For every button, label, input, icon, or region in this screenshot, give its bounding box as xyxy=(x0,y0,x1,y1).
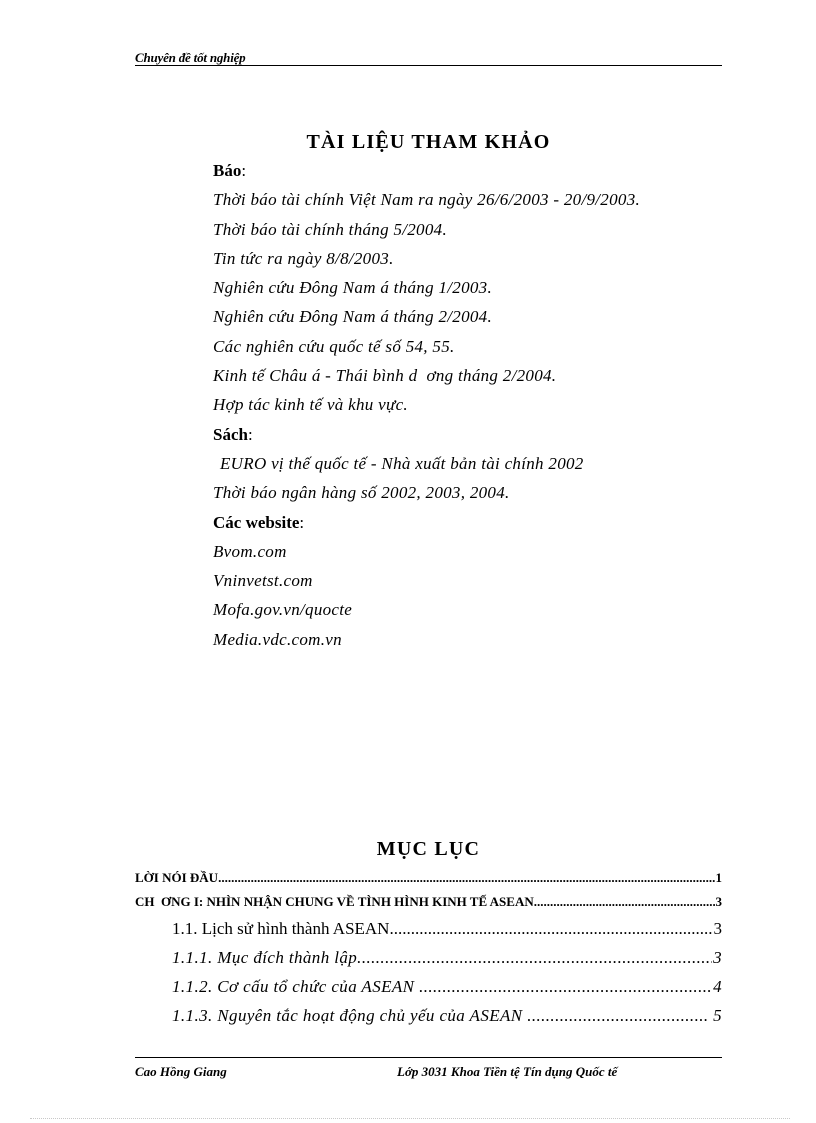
toc-entry-label: CH ƠNG I: NHÌN NHẬN CHUNG VỀ TÌNH HÌNH KINH TẾ ASEAN xyxy=(135,894,534,909)
toc-leader-dots xyxy=(419,972,712,1001)
website-item: Bvom.com xyxy=(213,541,287,561)
footer-class-info: Lớp 3031 Khoa Tiền tệ Tín dụng Quốc tế xyxy=(397,1064,618,1079)
section-heading-books: Sách: xyxy=(213,424,253,444)
toc-title: MỤC LỤC xyxy=(376,838,481,860)
references-list xyxy=(213,156,733,654)
reference-item: Hợp tác kinh tế và khu vực. xyxy=(213,395,408,415)
toc-entry-label: 1.1.2. Cơ cấu tổ chức của ASEAN xyxy=(172,977,420,996)
toc-leader-dots xyxy=(218,866,714,890)
toc-entry-page: 3 xyxy=(713,948,722,967)
reference-item: Nghiên cứu Đông Nam á tháng 1/2003. xyxy=(213,278,493,298)
toc-entry[interactable] xyxy=(135,943,722,972)
website-item: Vninvetst.com xyxy=(213,571,313,591)
header-text: Chuyên đề tốt nghiệp xyxy=(135,50,246,65)
toc-entry-label: 1.1.1. Mục đích thành lập xyxy=(172,948,358,967)
website-item: Media.vdc.com.vn xyxy=(213,629,342,649)
reference-item: Thời báo tài chính tháng 5/2004. xyxy=(213,219,448,239)
toc-leader-dots xyxy=(534,890,715,914)
toc-entry-page: 5 xyxy=(708,1006,722,1025)
toc-entry[interactable] xyxy=(135,1001,722,1030)
toc-entry-label: 1.1. Lịch sử hình thành ASEAN xyxy=(172,919,390,938)
references-title: TÀI LIỆU THAM KHẢO xyxy=(306,131,551,153)
footer-author: Cao Hồng Giang xyxy=(135,1064,227,1079)
website-item: Mofa.gov.vn/quocte xyxy=(213,600,353,620)
toc-leader-dots xyxy=(527,1001,707,1030)
toc-leader-dots xyxy=(389,914,712,943)
page-footer xyxy=(135,1057,722,1078)
toc-leader-dots xyxy=(357,943,712,972)
toc-entry[interactable] xyxy=(135,890,722,914)
toc-entry-page: 1 xyxy=(715,870,722,885)
table-of-contents xyxy=(135,866,722,1030)
toc-entry[interactable] xyxy=(135,914,722,943)
reference-item: Thời báo tài chính Việt Nam ra ngày 26/6/2003 - 20/9/2003. xyxy=(213,190,641,210)
reference-item: Thời báo ngân hàng số 2002, 2003, 2004. xyxy=(213,483,510,503)
reference-item: EURO vị thế quốc tế - Nhà xuất bản tài chính 2002 xyxy=(220,453,584,473)
toc-entry-page: 3 xyxy=(713,919,722,938)
reference-item: Các nghiên cứu quốc tế số 54, 55. xyxy=(213,336,455,356)
reference-item: Nghiên cứu Đông Nam á tháng 2/2004. xyxy=(213,307,493,327)
toc-entry[interactable] xyxy=(135,866,722,890)
section-heading-websites: Các website: xyxy=(213,512,305,532)
toc-entry-page: 4 xyxy=(713,977,722,996)
toc-entry[interactable] xyxy=(135,972,722,1001)
reference-item: Tin tức ra ngày 8/8/2003. xyxy=(213,248,394,268)
section-heading-newspapers: Báo: xyxy=(213,161,247,180)
toc-entry-label: 1.1.3. Nguyên tắc hoạt động chủ yếu của ASEAN xyxy=(172,1006,528,1025)
page-header xyxy=(135,50,722,66)
toc-entry-page: 3 xyxy=(715,894,722,909)
toc-entry-label: LỜI NÓI ĐẦU xyxy=(135,870,219,885)
reference-item: Kinh tế Châu á - Thái bình d ơng tháng 2/2004. xyxy=(213,366,557,386)
page-bottom-divider xyxy=(30,1118,790,1119)
